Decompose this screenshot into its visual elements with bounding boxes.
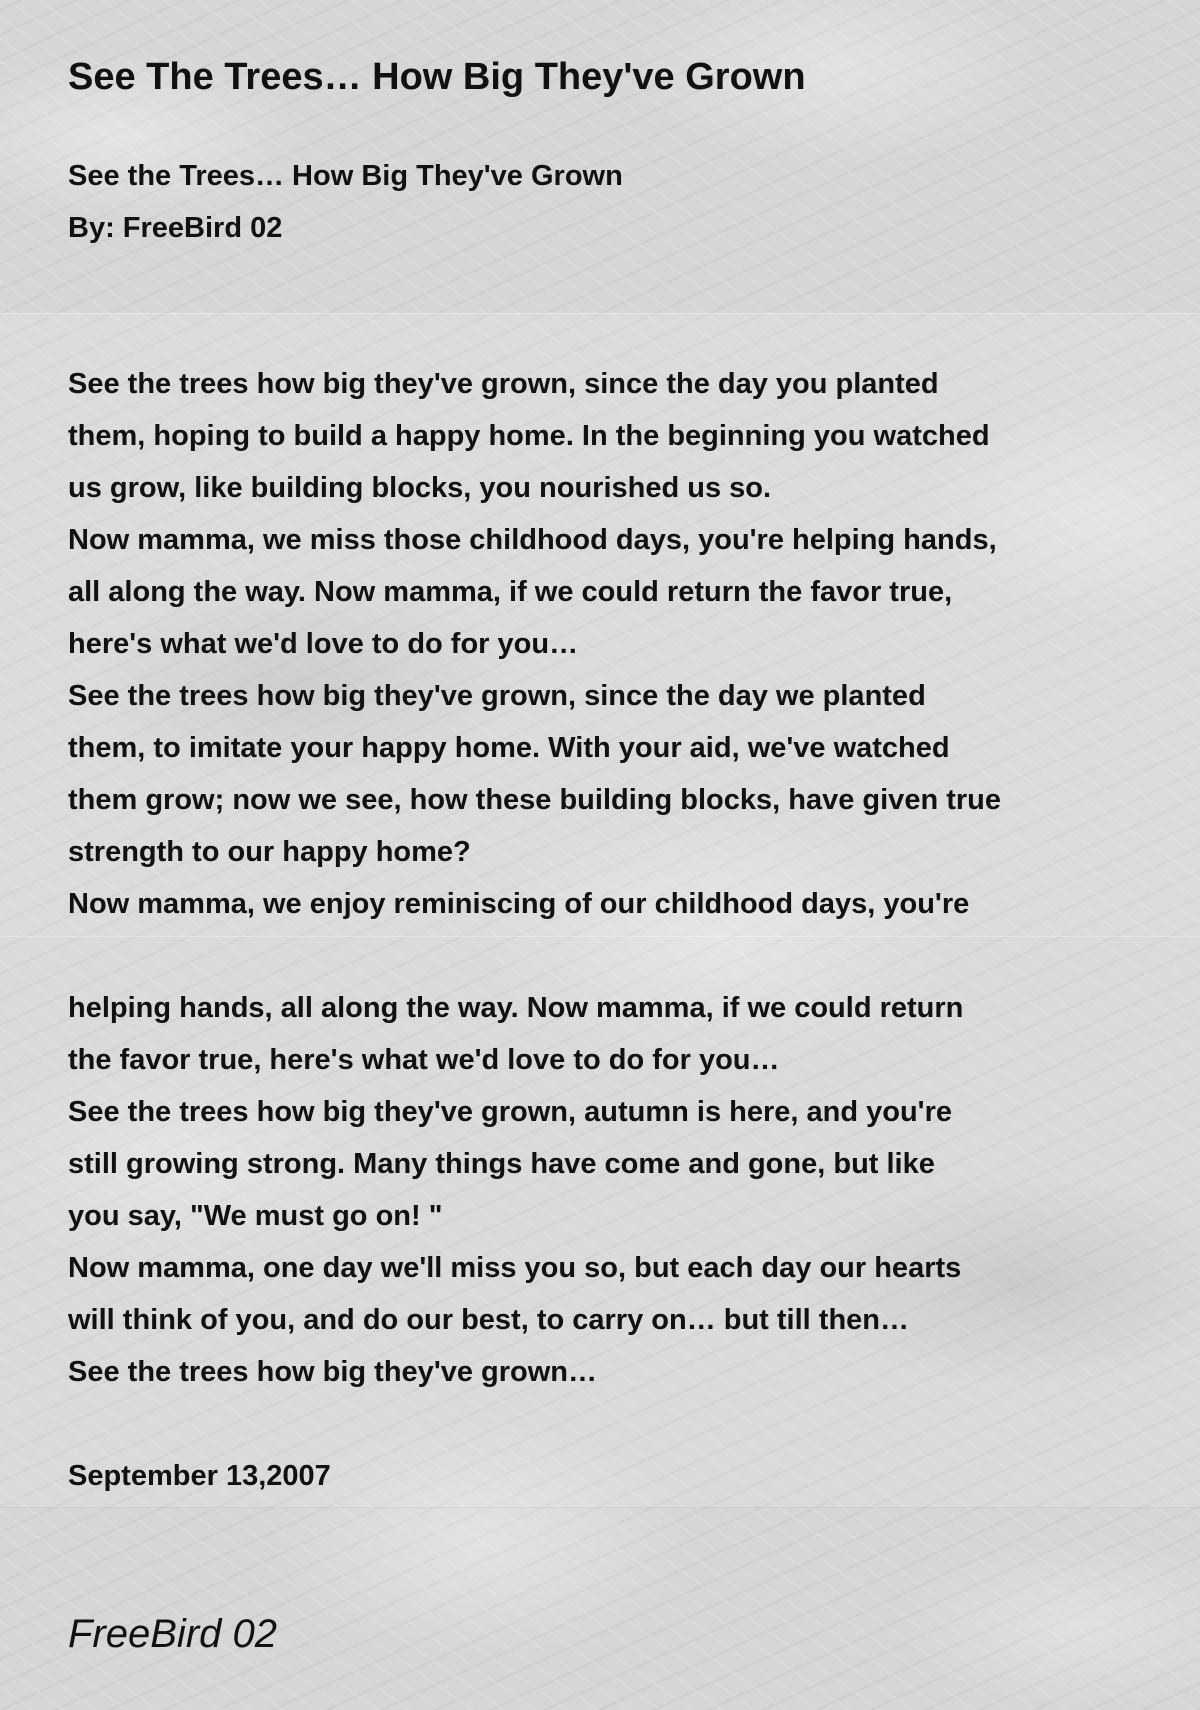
- poem-line: Now mamma, one day we'll miss you so, but each day our hearts: [68, 1252, 962, 1284]
- author-signature: FreeBird 02: [68, 1612, 277, 1656]
- poem-line: all along the way. Now mamma, if we could return the favor true,: [68, 576, 953, 608]
- poem-line: helping hands, all along the way. Now mamma, if we could return: [68, 992, 964, 1024]
- poem-subtitle: See the Trees… How Big They've Grown: [68, 160, 623, 192]
- poem-line: See the trees how big they've grown, since the day you planted: [68, 368, 939, 400]
- poem-block-1: [68, 358, 1001, 930]
- poem-line: them, to imitate your happy home. With your aid, we've watched: [68, 732, 950, 764]
- poem-header: [68, 150, 623, 254]
- poem-line: still growing strong. Many things have come and gone, but like: [68, 1148, 935, 1180]
- poem-line: Now mamma, we miss those childhood days, you're helping hands,: [68, 524, 997, 556]
- poem-line: Now mamma, we enjoy reminiscing of our childhood days, you're: [68, 888, 970, 920]
- poem-line: here's what we'd love to do for you…: [68, 628, 579, 660]
- poem-line: them, hoping to build a happy home. In the beginning you watched: [68, 420, 990, 452]
- poem-line: See the trees how big they've grown, since the day we planted: [68, 680, 926, 712]
- poem-date: September 13,2007: [68, 1460, 331, 1492]
- poem-line: See the trees how big they've grown, autumn is here, and you're: [68, 1096, 952, 1128]
- poem-line: you say, "We must go on! ": [68, 1200, 443, 1232]
- poem-line: them grow; now we see, how these building blocks, have given true: [68, 784, 1001, 816]
- poem-line: us grow, like building blocks, you nourished us so.: [68, 472, 772, 504]
- poem-line: strength to our happy home?: [68, 836, 471, 868]
- poem-line: See the trees how big they've grown…: [68, 1356, 598, 1388]
- poem-line: the favor true, here's what we'd love to do for you…: [68, 1044, 780, 1076]
- page-title: See The Trees… How Big They've Grown: [68, 56, 806, 98]
- poem-byline: By: FreeBird 02: [68, 212, 283, 244]
- poem-block-2: [68, 982, 963, 1398]
- poem-line: will think of you, and do our best, to carry on… but till then…: [68, 1304, 909, 1336]
